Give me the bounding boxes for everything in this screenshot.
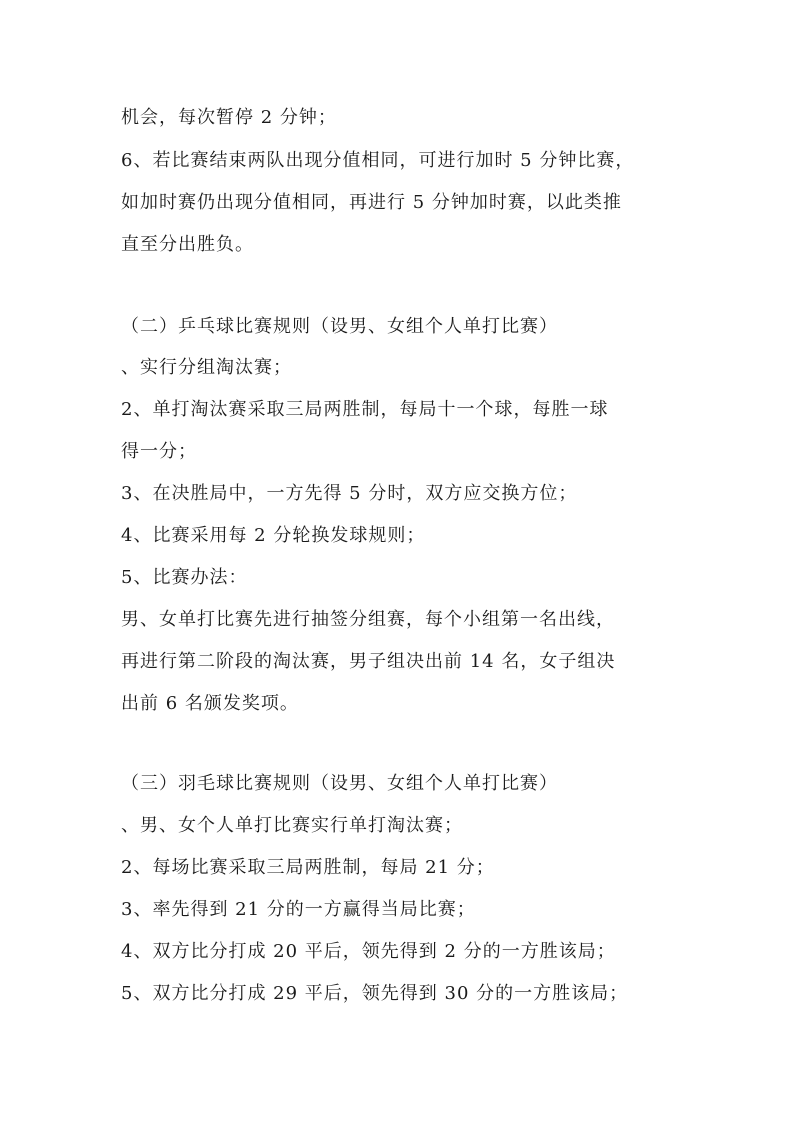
text-line: 得一分； (121, 441, 197, 462)
text-line: 6、若比赛结束两队出现分值相同，可进行加时 5 分钟比赛， (121, 150, 635, 171)
text-line: 直至分出胜负。 (121, 234, 254, 255)
text-line: 3、在决胜局中，一方先得 5 分时，双方应交换方位； (121, 483, 578, 504)
text-line: 5、双方比分打成 29 平后，领先得到 30 分的一方胜该局； (121, 983, 629, 1004)
text-line: 3、率先得到 21 分的一方赢得当局比赛； (121, 899, 476, 920)
text-line: 男、女单打比赛先进行抽签分组赛，每个小组第一名出线， (121, 609, 615, 630)
section-heading-badminton: （三）羽毛球比赛规则（设男、女组个人单打比赛） (121, 773, 558, 794)
text-line: 机会，每次暂停 2 分钟； (121, 107, 337, 128)
text-line: 2、单打淘汰赛采取三局两胜制，每局十一个球，每胜一球 (121, 399, 609, 420)
text-line: 出前 6 名颁发奖项。 (121, 693, 299, 714)
section-heading-pingpong: （二）乒乓球比赛规则（设男、女组个人单打比赛） (121, 316, 558, 337)
text-line: 4、比赛采用每 2 分轮换发球规则； (121, 525, 426, 546)
text-line: 、男、女个人单打比赛实行单打淘汰赛； (121, 815, 463, 836)
text-line: 2、每场比赛采取三局两胜制，每局 21 分； (121, 857, 495, 878)
text-line: 如加时赛仍出现分值相同，再进行 5 分钟加时赛，以此类推 (121, 192, 622, 213)
text-line: 、实行分组淘汰赛； (121, 357, 292, 378)
text-line: 4、双方比分打成 20 平后，领先得到 2 分的一方胜该局； (121, 941, 616, 962)
text-line: 5、比赛办法： (121, 567, 248, 588)
text-line: 再进行第二阶段的淘汰赛，男子组决出前 14 名，女子组决 (121, 651, 616, 672)
